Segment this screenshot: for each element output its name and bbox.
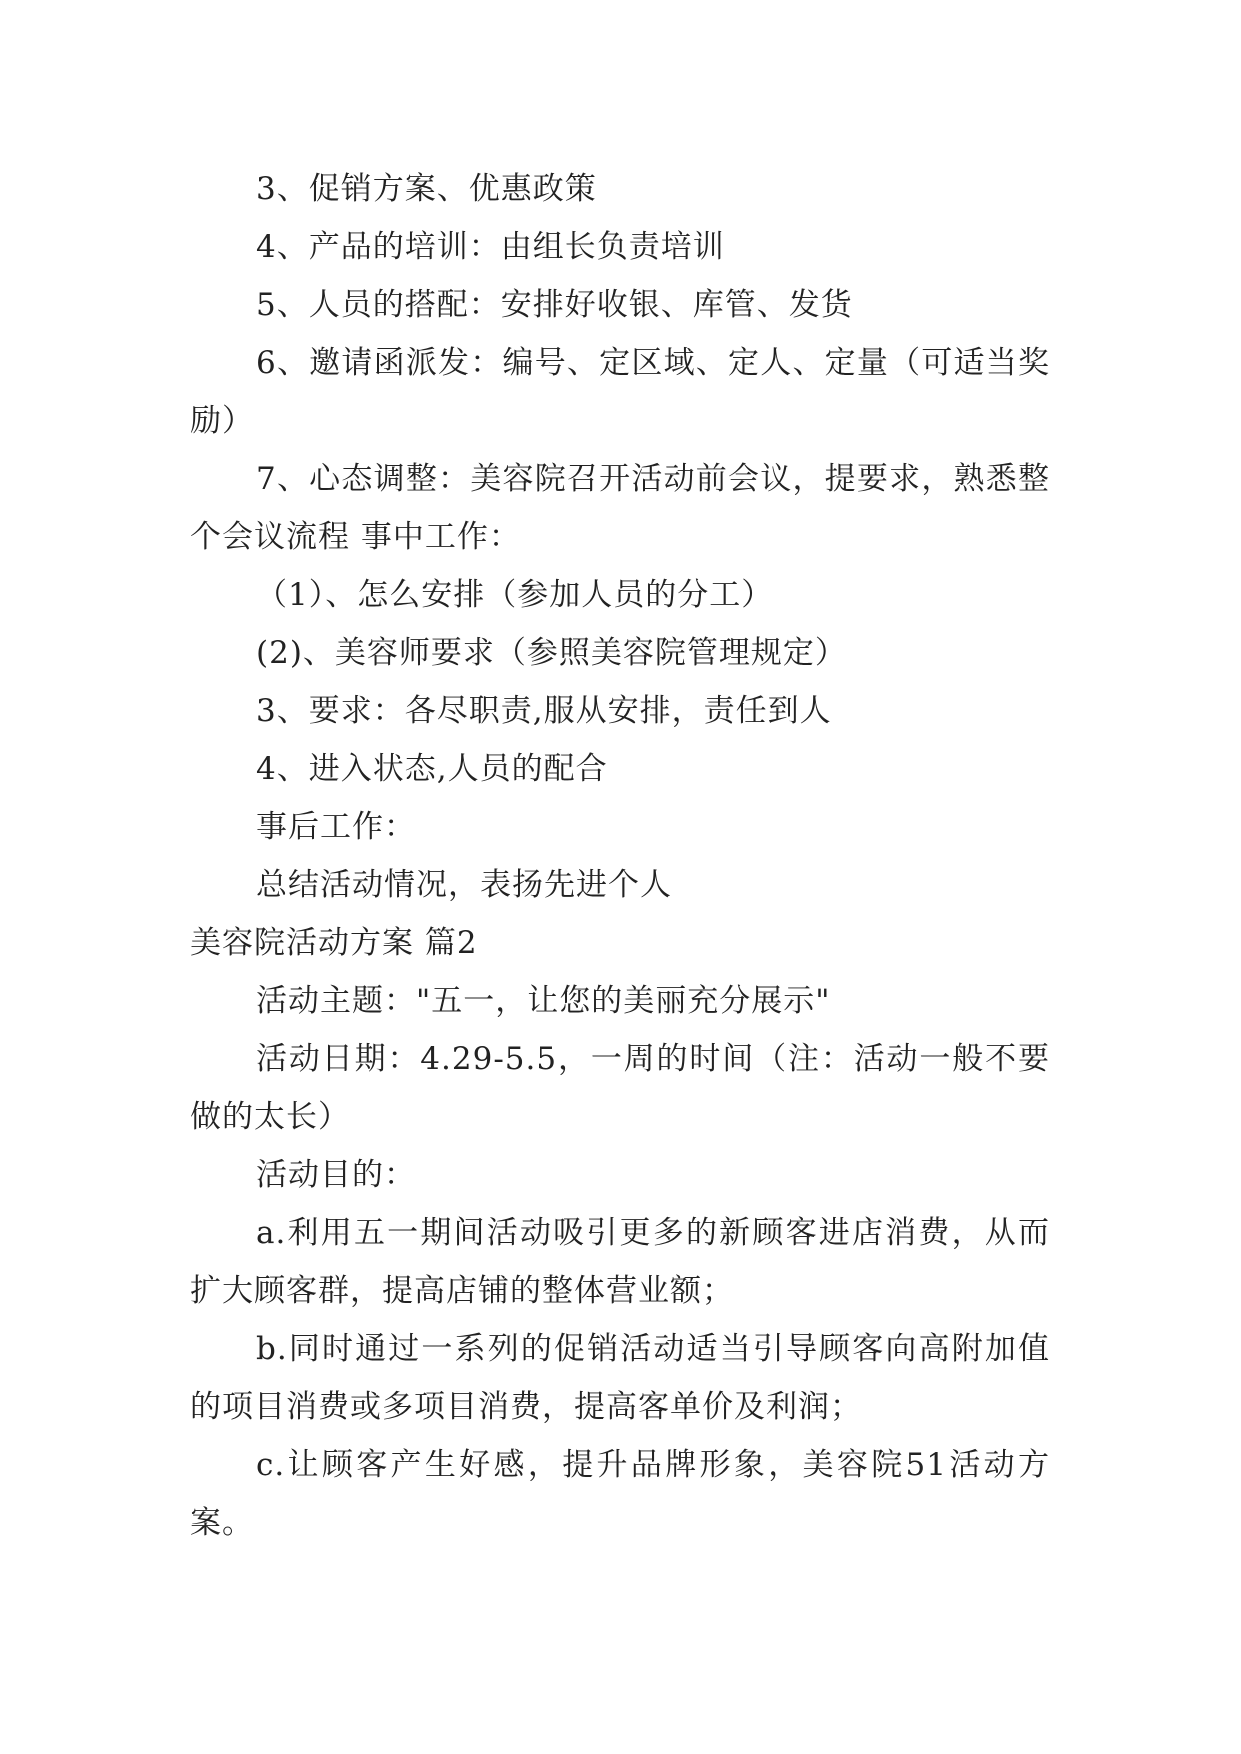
- paragraph-purpose-c: c.让顾客产生好感，提升品牌形象，美容院51活动方案。: [190, 1447, 1050, 1541]
- paragraph-promotion-plan: 3、促销方案、优惠政策: [256, 171, 597, 207]
- paragraph-arrangement: （1）、怎么安排（参加人员的分工）: [256, 577, 774, 613]
- paragraph-enter-state: 4、进入状态,人员的配合: [256, 751, 608, 787]
- paragraph-summary: 总结活动情况，表扬先进个人: [256, 867, 672, 903]
- paragraph-activity-theme: 活动主题："五一，让您的美丽充分展示": [256, 983, 831, 1019]
- paragraph-activity-date: 活动日期：4.29-5.5，一周的时间（注：活动一般不要做的太长）: [190, 1041, 1050, 1135]
- paragraph-post-event-work: 事后工作：: [256, 809, 416, 845]
- paragraph-beautician-requirements: (2)、美容师要求（参照美容院管理规定）: [256, 635, 847, 671]
- paragraph-activity-purpose: 活动目的：: [256, 1157, 416, 1193]
- paragraph-mindset-adjustment: 7、心态调整：美容院召开活动前会议，提要求，熟悉整个会议流程 事中工作：: [190, 461, 1050, 555]
- paragraph-product-training: 4、产品的培训：由组长负责培训: [256, 229, 725, 265]
- paragraph-purpose-a: a.利用五一期间活动吸引更多的新顾客进店消费，从而扩大顾客群，提高店铺的整体营业额；: [190, 1215, 1050, 1309]
- document-body: [190, 160, 1050, 1552]
- paragraph-requirements: 3、要求：各尽职责,服从安排，责任到人: [256, 693, 832, 729]
- section-heading: 美容院活动方案 篇2: [190, 925, 478, 961]
- paragraph-staff-arrangement: 5、人员的搭配：安排好收银、库管、发货: [256, 287, 853, 323]
- paragraph-purpose-b: b.同时通过一系列的促销活动适当引导顾客向高附加值的项目消费或多项目消费，提高客单价及利润；: [190, 1331, 1050, 1425]
- paragraph-invitation-distribution: 6、邀请函派发：编号、定区域、定人、定量（可适当奖励）: [190, 345, 1050, 439]
